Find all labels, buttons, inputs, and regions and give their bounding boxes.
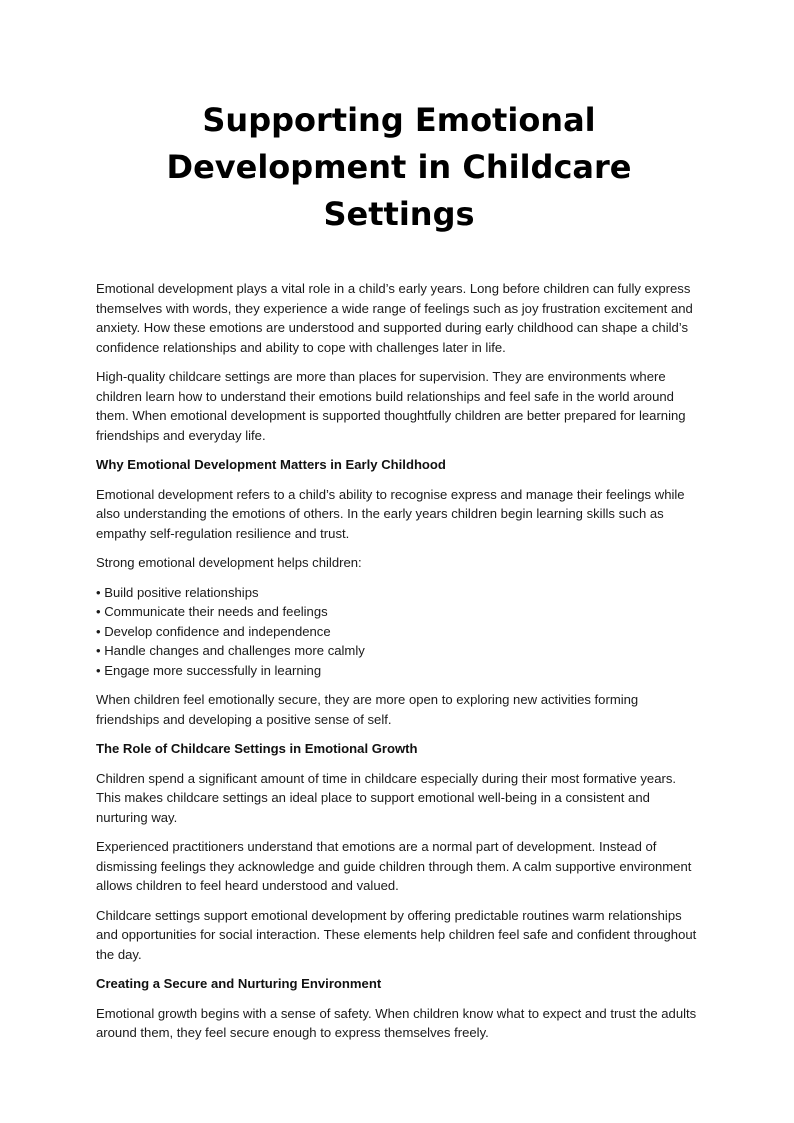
list-item: • Develop confidence and independence: [96, 623, 331, 639]
section-heading-role: The Role of Childcare Settings in Emotional Growth: [96, 741, 418, 756]
list-item: • Engage more successfully in learning: [96, 662, 322, 678]
list-item: • Handle changes and challenges more calmly: [96, 643, 365, 658]
why-paragraph-1: Emotional development refers to a child’s ability to recognise express and manage their feelings while also understanding the emotions of others. In the early years children begin learning skills such as empathy self-regulation resilience and trust.: [96, 486, 685, 541]
page-title-line-1: Supporting Emotional: [202, 101, 596, 139]
benefits-list: [96, 583, 702, 681]
role-paragraph-1: Children spend a significant amount of time in childcare especially during their most formative years. This makes childcare settings an ideal place to support emotional well-being in a consistent and nurturing way.: [96, 770, 677, 825]
section-heading-secure: Creating a Secure and Nurturing Environment: [96, 976, 382, 991]
page-title-line-2: Development in Childcare Settings: [166, 148, 632, 233]
why-paragraph-3: When children feel emotionally secure, they are more open to exploring new activities forming friendships and developing a positive sense of self.: [96, 692, 639, 727]
role-paragraph-3: Childcare settings support emotional development by offering predictable routines warm relationships and opportunities for social interaction. These elements help children feel safe and confident throughout the day.: [96, 907, 697, 962]
document-body: [96, 279, 702, 1043]
page-title: [96, 97, 702, 238]
why-paragraph-2: Strong emotional development helps children:: [96, 555, 362, 570]
document-page: [96, 0, 702, 1053]
role-paragraph-2: Experienced practitioners understand that emotions are a normal part of development. Instead of dismissing feelings they acknowledge and guide children through them. A calm supportive environment allows children to feel heard understood and valued.: [96, 839, 692, 893]
secure-paragraph-1: Emotional growth begins with a sense of safety. When children know what to expect and trust the adults around them, they feel secure enough to express themselves freely.: [96, 1005, 697, 1040]
intro-paragraph-1: Emotional development plays a vital role in a child’s early years. Long before children can fully express themselves with words, they experience a wide range of feelings such as joy frustration excitement and anxiety. How these emotions are understood and supported during early childhood can shape a child’s confidence relationships and ability to cope with challenges later in life.: [96, 281, 693, 355]
intro-paragraph-2: High-quality childcare settings are more than places for supervision. They are environments where children learn how to understand their emotions build relationships and feel safe in the world around them. When emotional development is supported thoughtfully children are better prepared for learning friendships and everyday life.: [96, 369, 686, 443]
section-heading-why: Why Emotional Development Matters in Early Childhood: [96, 457, 446, 472]
list-item: • Communicate their needs and feelings: [96, 604, 328, 619]
list-item: • Build positive relationships: [96, 584, 259, 600]
